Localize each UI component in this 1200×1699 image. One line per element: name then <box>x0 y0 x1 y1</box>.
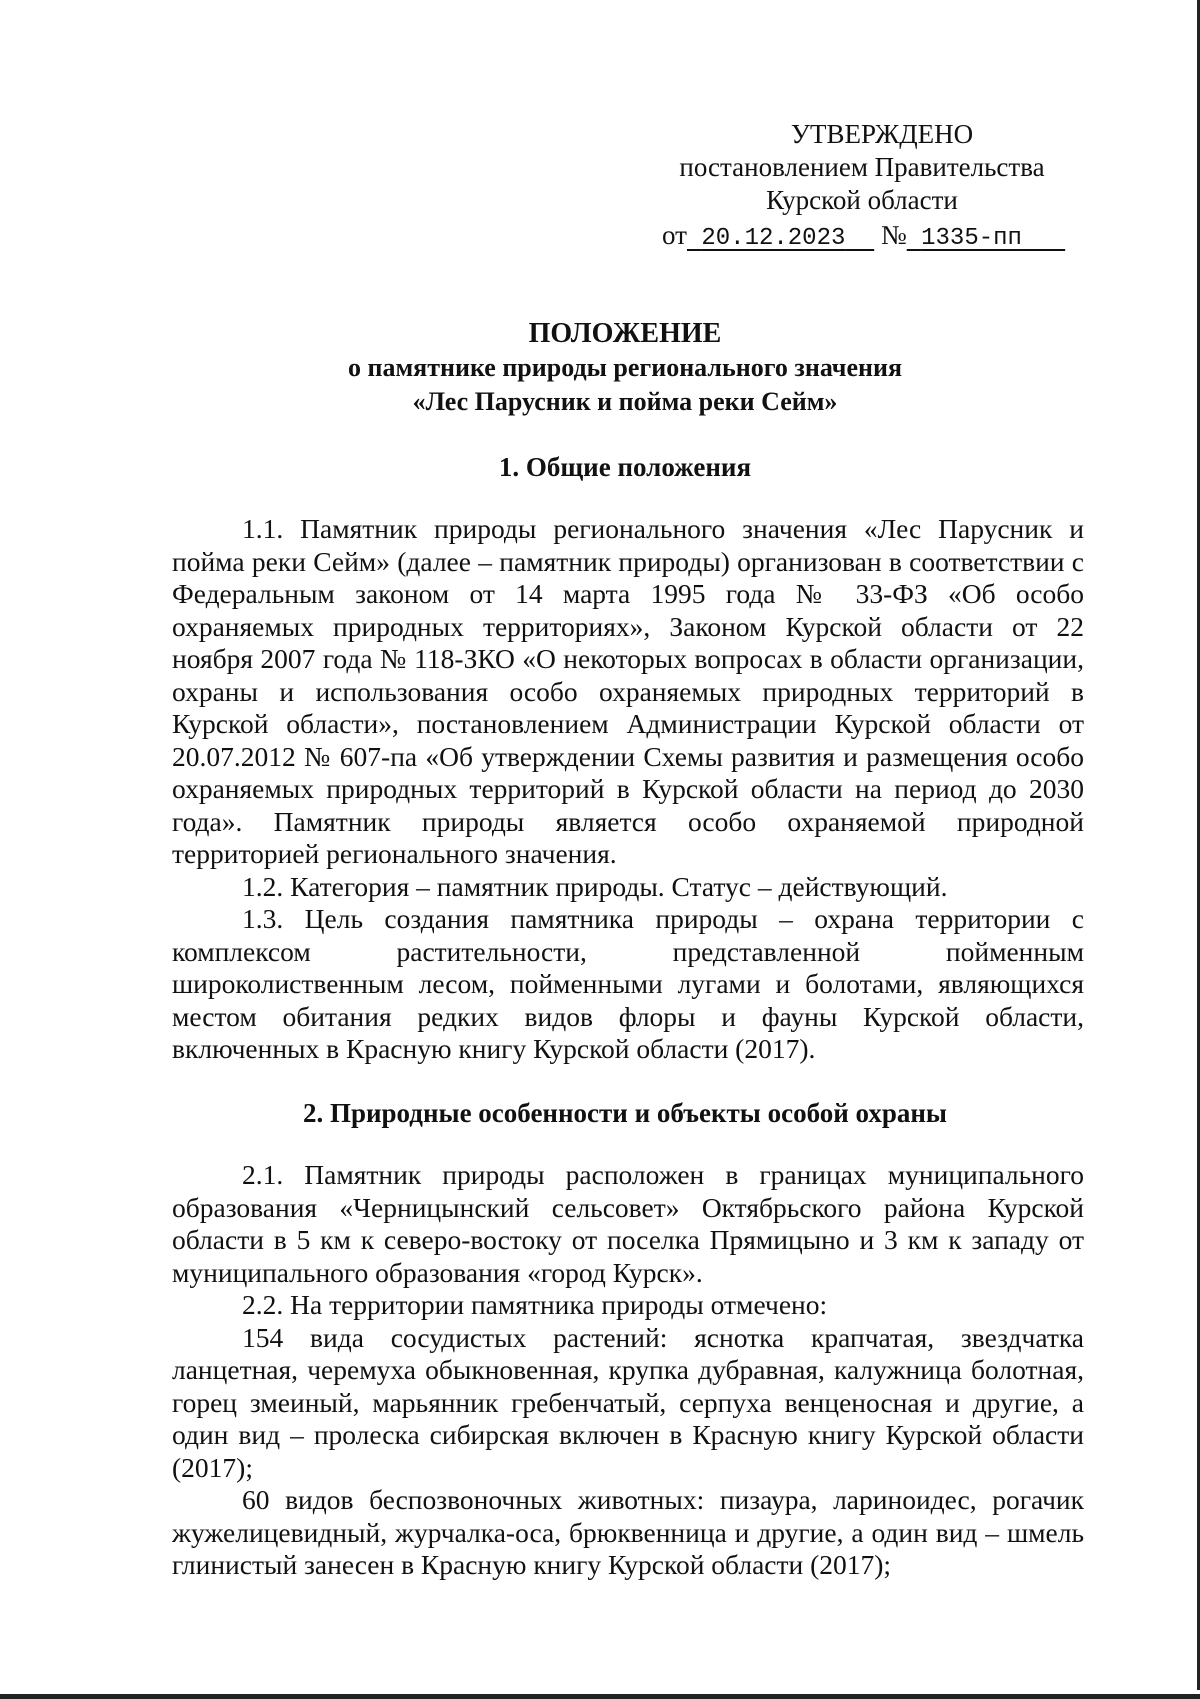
section-2-body <box>172 1159 1084 1582</box>
date-prefix: от <box>662 220 687 250</box>
section-1-body <box>172 513 1084 1066</box>
approval-number: 1335-пп <box>921 225 1022 252</box>
scan-edge-bottom <box>0 1694 1200 1699</box>
approval-region: Курской области <box>766 185 958 215</box>
paragraph-2-2: 2.2. На территории памятника природы отмечено: <box>242 1289 828 1320</box>
title-main: ПОЛОЖЕНИЕ <box>528 318 722 349</box>
approval-authority: постановлением Правительства <box>679 152 1045 182</box>
paragraph-2-1: 2.1. Памятник природы расположен в границах муниципального образования «Черницынский сельсовет» Октябрьского района Курской области в 5 км к северо-востоку от поселка Прямицыно и 3 км к западу от муниципального образования «город Курск». <box>172 1159 1084 1288</box>
approval-block <box>662 118 1082 255</box>
section-1-heading: 1. Общие положения <box>498 452 752 482</box>
paragraph-1-2: 1.2. Категория – памятник природы. Статус – действующий. <box>242 870 948 902</box>
document-title <box>100 317 1150 419</box>
paragraph-invertebrates: 60 видов беспозвоночных животных: пизаура, лариноидес, рогачик жужелицевидный, журчалка-оса, брюквенница и другие, а один вид – шмель глинистый занесен в Красную книгу Курской области (2017); <box>172 1484 1084 1580</box>
section-2-heading: 2. Природные особенности и объекты особой охраны <box>302 1098 948 1128</box>
paragraph-1-1: 1.1. Памятник природы регионального значения «Лес Парусник и пойма реки Сейм» (далее – памятник природы) организован в соответствии с Федеральным законом от 14 марта 1995 года № 33-ФЗ «Об особо охраняемых природных территориях», Законом Курской области от 22 ноября 2007 года № 118-ЗКО «О некоторых вопросах в области организации, охраны и использования особо охраняемых природных территорий в Курской области», постановлением Администрации Курской области от 20.07.2012 № 607-па «Об утверждении Схемы развития и размещения особо охраняемых природных территорий в Курской области на период до 2030 года». Памятник природы является особо охраняемой природной территорией регионального значения. <box>172 513 1084 869</box>
approval-date: 20.12.2023 <box>701 225 846 252</box>
approval-heading: УТВЕРЖДЕНО <box>790 119 974 149</box>
approval-date-number <box>662 219 1082 255</box>
paragraph-plants: 154 вида сосудистых растений: яснотка крапчатая, звездчатка ланцетная, черемуха обыкновенная, крупка дубравная, калужница болотная, горец змеиный, марьянник гребенчатый, серпуха венценосная и другие, а один вид – пролеска сибирская включен в Красную книгу Курской области (2017); <box>172 1321 1084 1483</box>
title-subtitle: о памятнике природы регионального значения <box>347 353 903 382</box>
paragraph-1-3: 1.3. Цель создания памятника природы – охрана территории с комплексом растительности, представленной пойменным широколиственным лесом, пойменными лугами и болотами, являющихся местом обитания редких видов флоры и фауны Курской области, включенных в Красную книгу Курской области (2017). <box>172 903 1084 1064</box>
number-prefix: № <box>880 220 907 250</box>
title-object-name: «Лес Парусник и пойма реки Сейм» <box>412 387 838 416</box>
